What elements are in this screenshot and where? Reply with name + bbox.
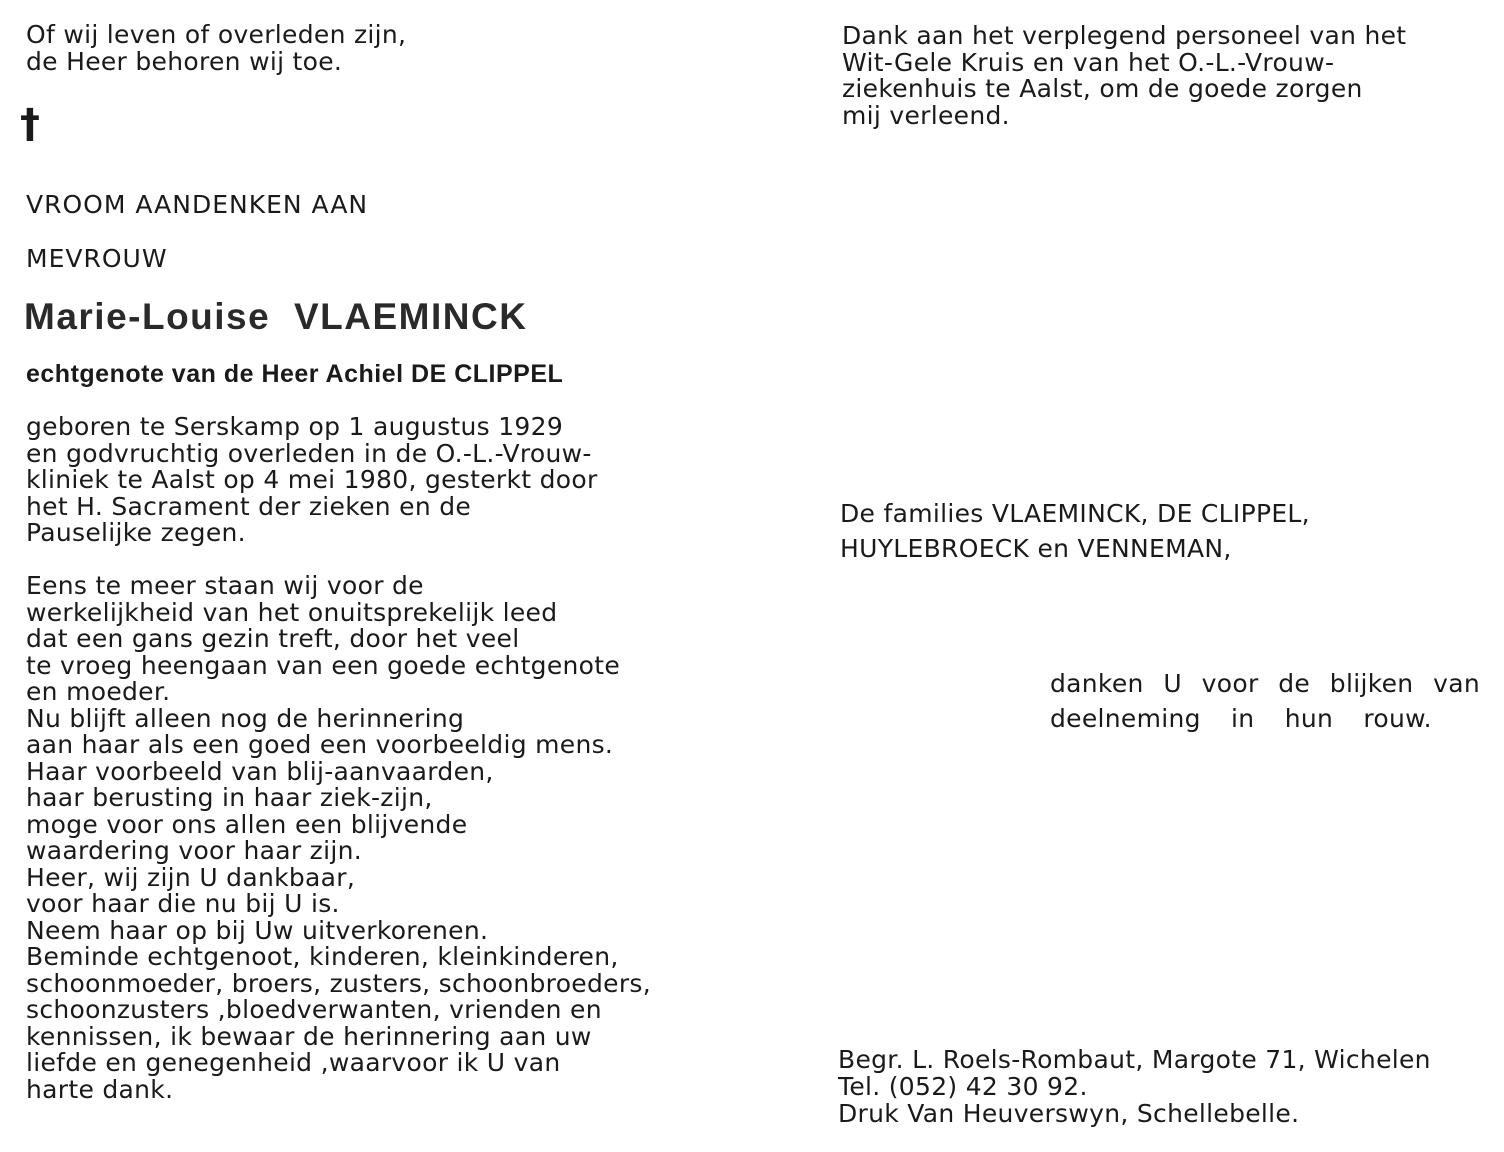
verse-block [26, 22, 726, 75]
reflection-line: Neem haar op bij Uw uitverkorenen. [26, 915, 489, 945]
bio-block [26, 414, 598, 547]
care-thanks-line: Wit-Gele Kruis en van het O.-L.-Vrouw- [842, 47, 1335, 77]
care-thanks-line: mij verleend. [842, 100, 1010, 130]
care-thanks-block [842, 23, 1406, 129]
spouse-line: echtgenote van de Heer Achiel DE CLIPPEL [26, 360, 564, 388]
care-thanks-line: Dank aan het verplegend personeel van het [842, 21, 1407, 50]
reflection-line: schoonzusters ,bloedverwanten, vrienden en [26, 995, 602, 1024]
bio-line: en godvruchtig overleden in de O.-L.-Vrouw- [26, 438, 592, 468]
reflection-line: waardering voor haar zijn. [26, 836, 362, 865]
reflection-line: Eens te meer staan wij voor de [26, 571, 424, 600]
reflection-line: schoonmoeder, broers, zusters, schoonbroeders, [26, 968, 651, 998]
families-block [840, 496, 1310, 566]
gratitude-line: deelneming in hun rouw. [1050, 704, 1432, 733]
reflection-line: Heer, wij zijn U dankbaar, [26, 862, 356, 892]
reflection-line: Haar voorbeeld van blij-aanvaarden, [26, 756, 494, 786]
bio-line: kliniek te Aalst op 4 mei 1980, gesterkt door [26, 465, 598, 494]
reflection-line: kennissen, ik bewaar de herinnering aan uw [26, 1021, 592, 1051]
reflection-line: voor haar die nu bij U is. [26, 889, 340, 918]
gratitude-line: danken U voor de blijken van [1050, 669, 1480, 698]
bio-line: Pauselijke zegen. [26, 518, 246, 547]
care-thanks-line: ziekenhuis te Aalst, om de goede zorgen [842, 74, 1363, 103]
memorial-heading: VROOM AANDENKEN AAN [26, 190, 369, 219]
reflection-line: haar berusting in haar ziek-zijn, [26, 783, 433, 812]
gratitude-block [1050, 666, 1480, 736]
reflection-line: dat een gans gezin treft, door het veel [26, 624, 520, 653]
title-heading: MEVROUW [26, 244, 168, 273]
families-line: De families VLAEMINCK, DE CLIPPEL, [840, 499, 1310, 528]
printer-line: Druk Van Heuverswyn, Schellebelle. [838, 1099, 1300, 1128]
reflection-line: moge voor ons allen een blijvende [26, 809, 468, 839]
reflection-line: harte dank. [26, 1074, 174, 1104]
reflection-line: Nu blijft alleen nog de herinnering [26, 703, 465, 733]
undertaker-phone: Tel. (052) 42 30 92. [838, 1072, 1088, 1101]
reflection-line: Beminde echtgenoot, kinderen, kleinkinderen, [26, 942, 619, 971]
bio-line: het H. Sacrament der zieken en de [26, 491, 472, 521]
reflection-line: aan haar als een goed een voorbeeldig mens. [26, 730, 614, 759]
reflection-line: en moeder. [26, 677, 171, 706]
reflection-line: liefde en genegenheid ,waarvoor ik U van [26, 1048, 561, 1077]
reflection-block [26, 573, 651, 1103]
cross-icon: † [20, 101, 40, 147]
reflection-line: te vroeg heengaan van een goede echtgenote [26, 650, 621, 680]
undertaker-block [838, 1046, 1431, 1127]
reflection-line: werkelijkheid van het onuitsprekelijk leed [26, 597, 558, 627]
verse-line-2: de Heer behoren wij toe. [26, 46, 343, 76]
verse-line-1: Of wij leven of overleden zijn, [26, 20, 407, 49]
bio-line: geboren te Serskamp op 1 augustus 1929 [26, 412, 564, 441]
families-line: HUYLEBROECK en VENNEMAN, [840, 534, 1232, 563]
deceased-name: Marie-Louise VLAEMINCK [24, 296, 528, 337]
undertaker-line: Begr. L. Roels-Rombaut, Margote 71, Wichelen [838, 1045, 1431, 1074]
